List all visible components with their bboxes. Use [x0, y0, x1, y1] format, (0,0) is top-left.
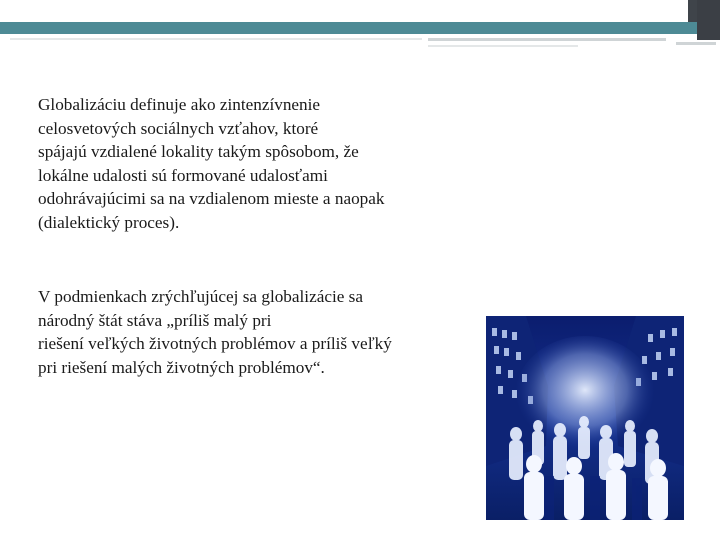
header-rule-left [10, 38, 422, 40]
corner-accent-strip [697, 0, 720, 40]
paragraph-nation-state: V podmienkach zrýchľujúcej sa globalizácie sa národný štát stáva „príliš malý pri riešení veľkých životných problémov a príliš veľký pri riešení malých životných problémov“. [38, 287, 392, 377]
header-rule-secondary [428, 45, 578, 47]
header-rule-far-right [676, 42, 716, 45]
header-rule-right [428, 38, 666, 41]
top-accent-bar [0, 22, 700, 34]
street-crowd-photo [486, 316, 684, 520]
street-crowd-illustration [486, 316, 684, 520]
paragraph-globalization-definition: Globalizáciu definuje ako zintenzívnenie celosvetových sociálnych vzťahov, ktoré spájajú vzdialené lokality takým spôsobom, že lokálne udalosti sú formované udalosťami odohrávajúcimi sa na vzdialenom mieste a naopak (dialektický proces). [38, 95, 385, 232]
